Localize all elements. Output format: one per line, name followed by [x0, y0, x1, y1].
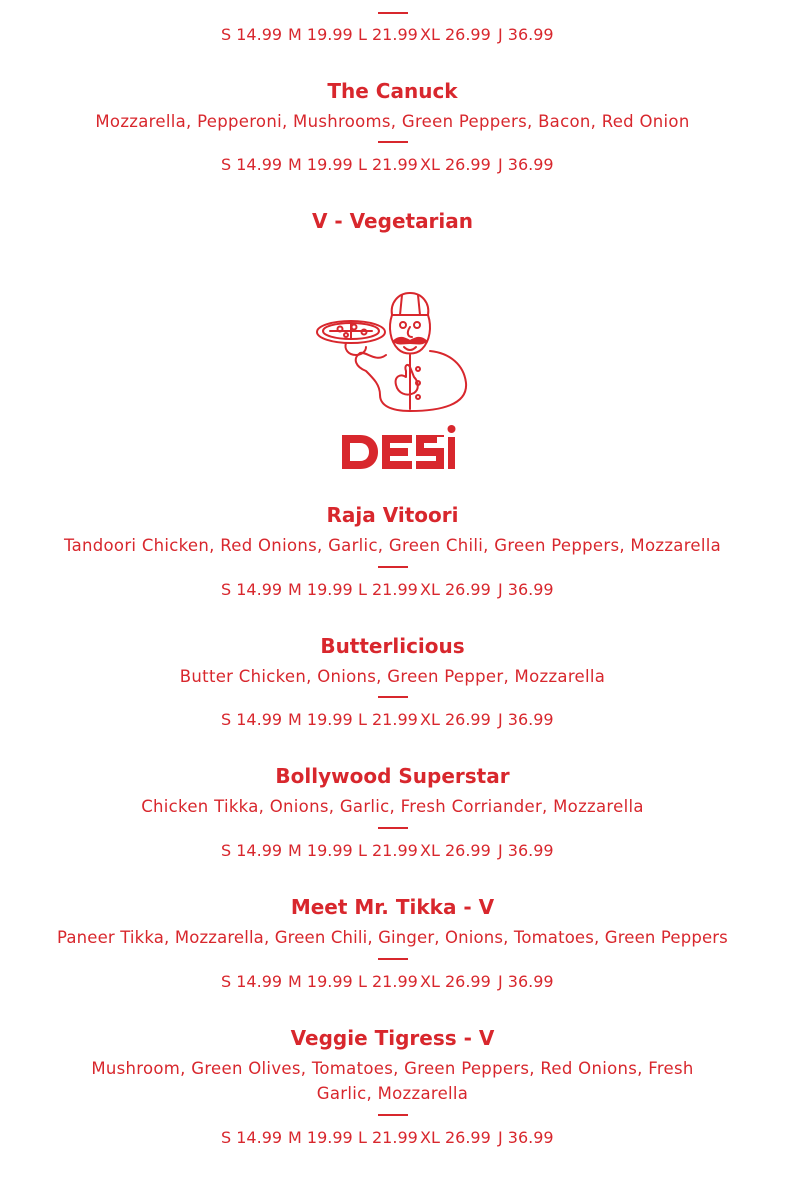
menu-item-title: The Canuck [327, 79, 458, 103]
menu-item-ingredients: Butter Chicken, Onions, Green Pepper, Mozzarella [179, 667, 606, 686]
menu-item-ingredients: Mozzarella, Pepperoni, Mushrooms, Green Peppers, Bacon, Red Onion [95, 112, 690, 131]
price-row [0, 24, 785, 46]
price-large: L 21.99 [358, 1128, 418, 1147]
item-divider [378, 958, 408, 960]
price-large: L 21.99 [358, 841, 418, 860]
price-extra-large: XL 26.99 [420, 841, 491, 860]
item-divider [378, 12, 408, 14]
price-row [0, 709, 785, 731]
price-medium: M 19.99 [288, 580, 353, 599]
item-divider [378, 827, 408, 829]
price-large: L 21.99 [358, 710, 418, 729]
menu-item-title: Veggie Tigress - V [290, 1026, 495, 1050]
desi-logo [310, 285, 475, 475]
item-divider [378, 141, 408, 143]
price-extra-large: XL 26.99 [420, 1128, 491, 1147]
price-extra-large: XL 26.99 [420, 972, 491, 991]
price-medium: M 19.99 [288, 155, 353, 174]
menu-item-title: Butterlicious [320, 634, 465, 658]
price-row [0, 579, 785, 601]
price-jumbo: J 36.99 [498, 25, 554, 44]
price-large: L 21.99 [358, 155, 418, 174]
menu-item-ingredients: Tandoori Chicken, Red Onions, Garlic, Green Chili, Green Peppers, Mozzarella [63, 536, 722, 555]
price-large: L 21.99 [358, 580, 418, 599]
price-medium: M 19.99 [288, 972, 353, 991]
price-large: L 21.99 [358, 972, 418, 991]
menu-item-title: Bollywood Superstar [275, 764, 510, 788]
price-jumbo: J 36.99 [498, 1128, 554, 1147]
item-divider [378, 566, 408, 568]
price-large: L 21.99 [358, 25, 418, 44]
price-extra-large: XL 26.99 [420, 710, 491, 729]
menu-item-title: Raja Vitoori [326, 503, 459, 527]
price-jumbo: J 36.99 [498, 841, 554, 860]
price-row [0, 154, 785, 176]
price-small: S 14.99 [221, 1128, 283, 1147]
item-divider [378, 696, 408, 698]
price-jumbo: J 36.99 [498, 710, 554, 729]
price-medium: M 19.99 [288, 841, 353, 860]
price-row [0, 971, 785, 993]
price-small: S 14.99 [221, 972, 283, 991]
menu-item-ingredients: Mushroom, Green Olives, Tomatoes, Green Peppers, Red Onions, Fresh Garlic, Mozzarella [91, 1059, 694, 1103]
menu-item-ingredients: Paneer Tikka, Mozzarella, Green Chili, Ginger, Onions, Tomatoes, Green Peppers [57, 928, 728, 947]
price-medium: M 19.99 [288, 25, 353, 44]
price-small: S 14.99 [221, 155, 283, 174]
price-extra-large: XL 26.99 [420, 25, 491, 44]
price-extra-large: XL 26.99 [420, 580, 491, 599]
price-medium: M 19.99 [288, 710, 353, 729]
menu-item-ingredients: Chicken Tikka, Onions, Garlic, Fresh Corriander, Mozzarella [141, 797, 644, 816]
price-jumbo: J 36.99 [498, 580, 554, 599]
price-small: S 14.99 [221, 25, 283, 44]
price-small: S 14.99 [221, 841, 283, 860]
price-row [0, 840, 785, 862]
vegetarian-legend: V - Vegetarian [311, 209, 474, 233]
price-small: S 14.99 [221, 580, 283, 599]
item-divider [378, 1114, 408, 1116]
price-small: S 14.99 [221, 710, 283, 729]
price-row [0, 1127, 785, 1149]
price-extra-large: XL 26.99 [420, 155, 491, 174]
price-jumbo: J 36.99 [498, 155, 554, 174]
menu-item-title: Meet Mr. Tikka - V [290, 895, 495, 919]
price-medium: M 19.99 [288, 1128, 353, 1147]
chef-holding-pizza-icon [310, 285, 475, 475]
price-jumbo: J 36.99 [498, 972, 554, 991]
